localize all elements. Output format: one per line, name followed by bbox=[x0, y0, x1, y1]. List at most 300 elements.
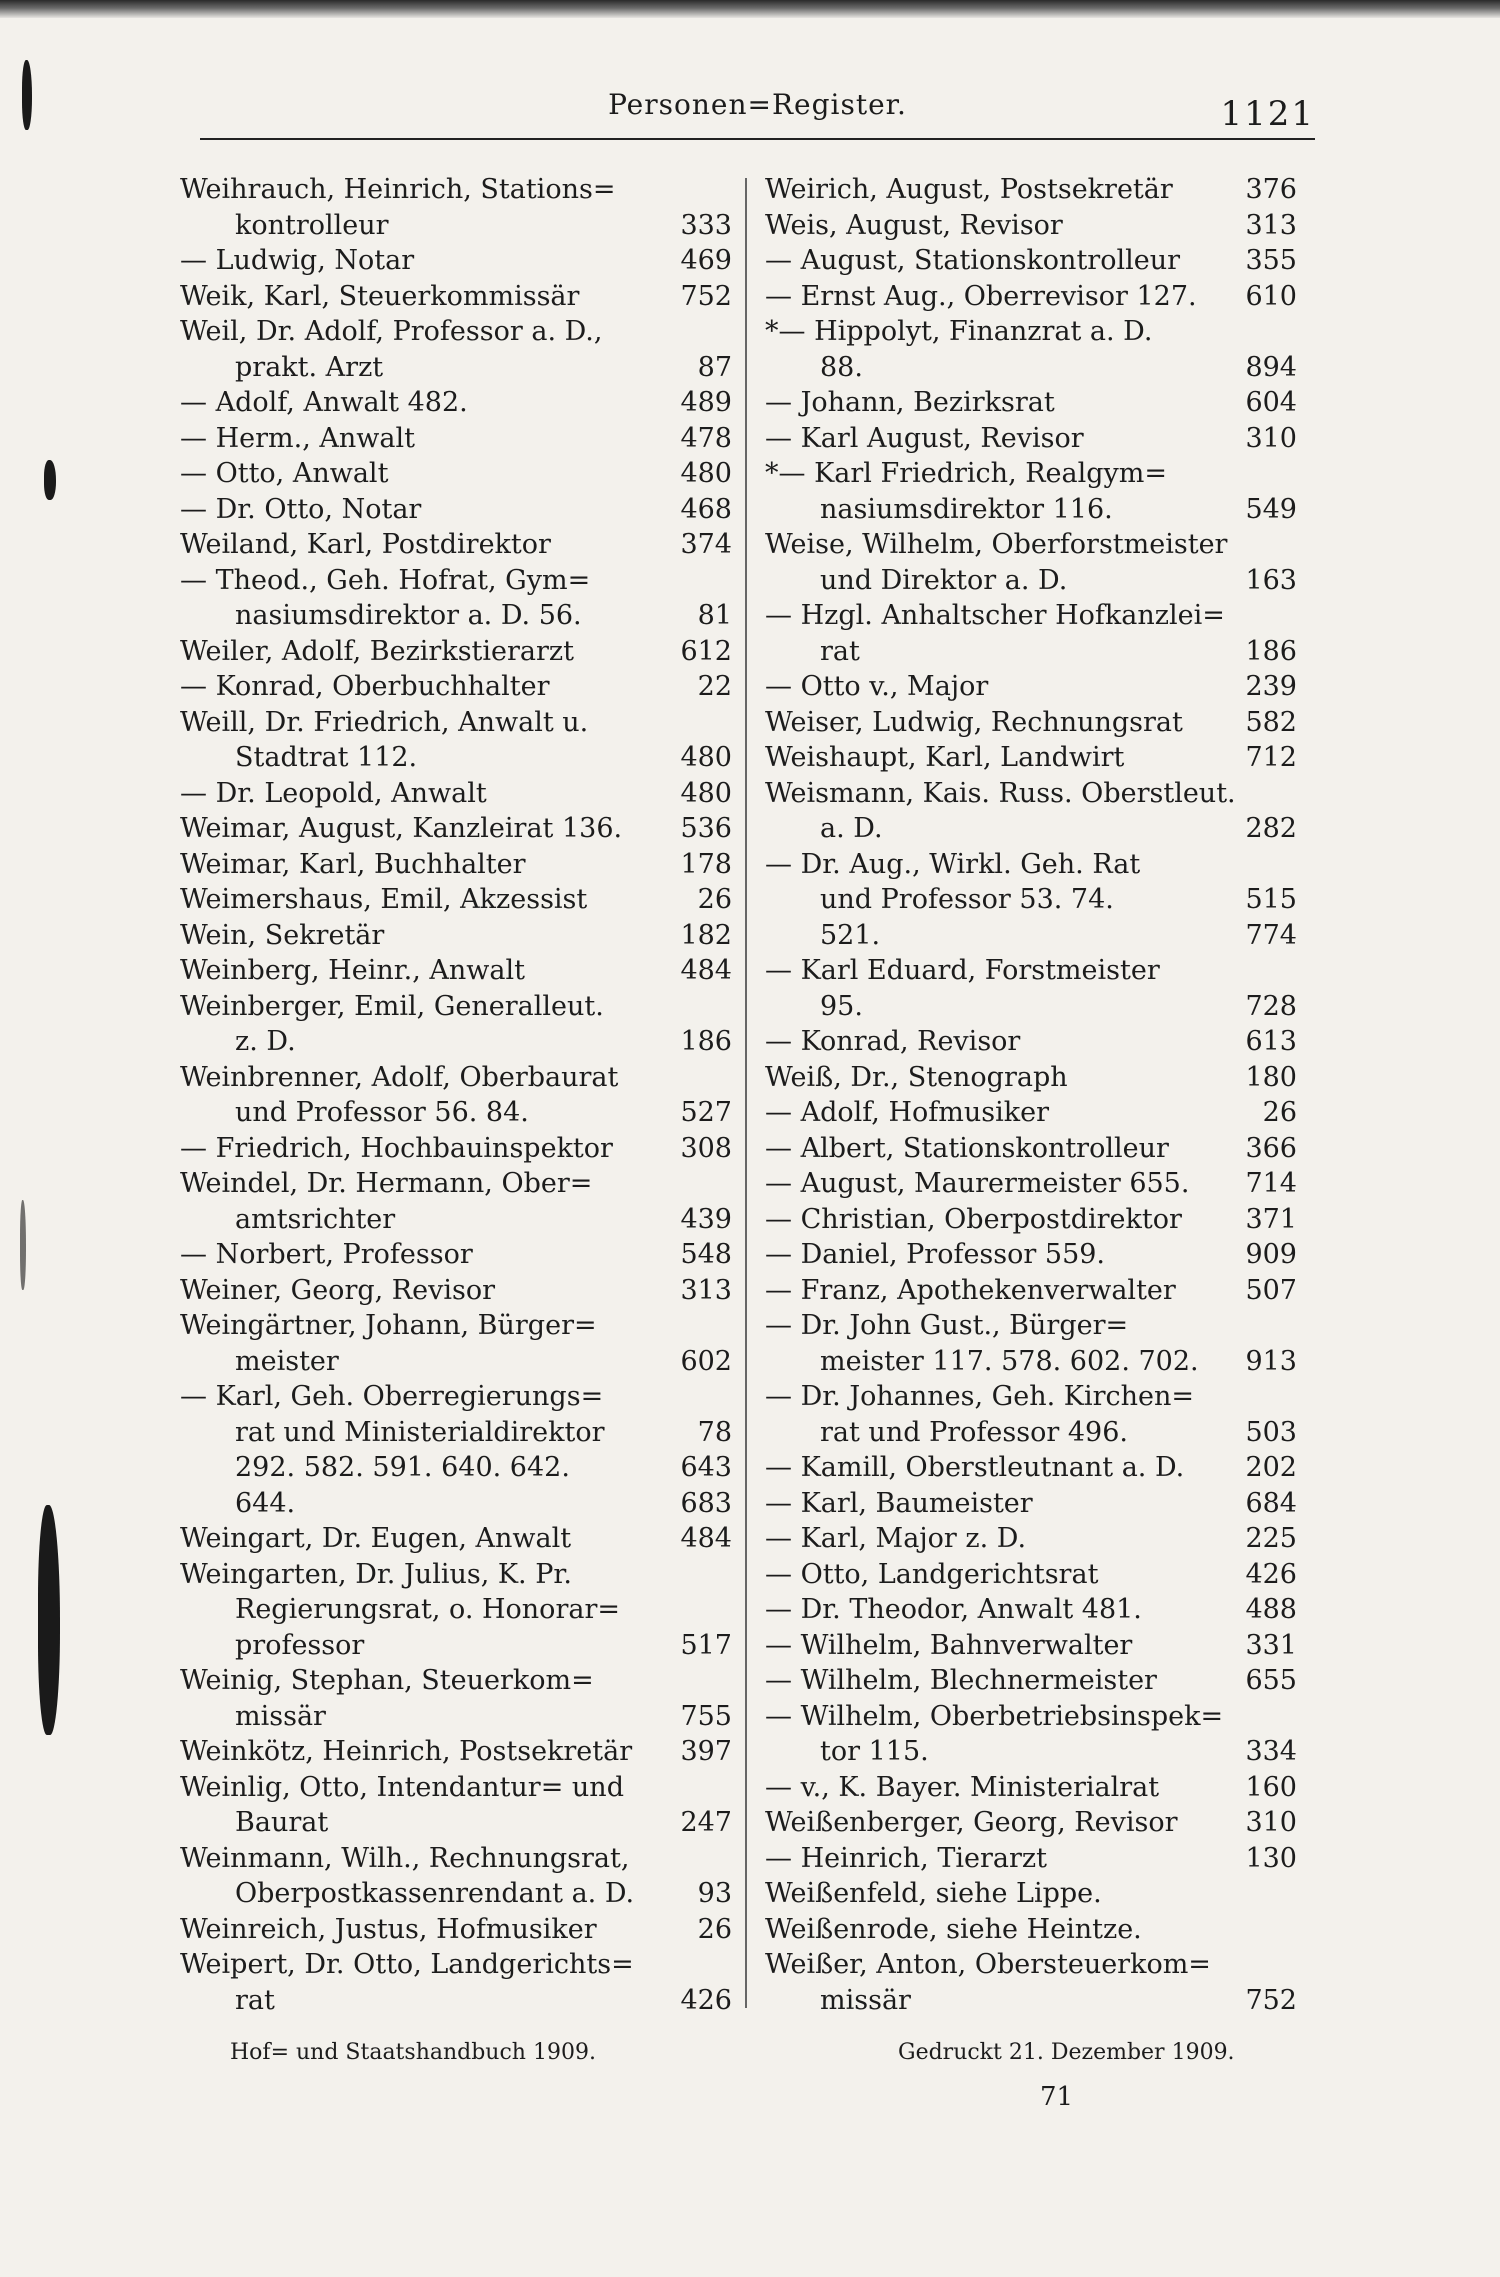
entry-text: z. D. bbox=[235, 1026, 296, 1057]
register-entry bbox=[765, 385, 1297, 421]
entry-line bbox=[765, 1060, 1297, 1096]
register-entry bbox=[765, 953, 1297, 1024]
register-entry bbox=[180, 1557, 732, 1664]
entry-text: — Herm., Anwalt bbox=[180, 422, 415, 454]
entry-line bbox=[180, 1770, 732, 1806]
entry-text: — v., K. Bayer. Ministerialrat bbox=[765, 1771, 1160, 1803]
entry-line bbox=[765, 598, 1297, 634]
entry-text: — Christian, Oberpostdirektor bbox=[765, 1203, 1182, 1235]
entry-text: — Franz, Apothekenverwalter bbox=[765, 1274, 1176, 1306]
register-entry bbox=[765, 1912, 1297, 1948]
register-entry bbox=[180, 1273, 732, 1309]
register-entry bbox=[765, 669, 1297, 705]
entry-text: — Theod., Geh. Hofrat, Gym= bbox=[180, 564, 591, 596]
entry-line bbox=[765, 1663, 1297, 1699]
entry-page-ref: 225 bbox=[1245, 1523, 1297, 1554]
entry-line bbox=[765, 527, 1297, 563]
entry-text: — August, Stationskontrolleur bbox=[765, 245, 1181, 276]
register-entry bbox=[180, 314, 732, 385]
entry-page-ref: 712 bbox=[1245, 742, 1297, 773]
entry-text: Weißer, Anton, Obersteuerkom= bbox=[765, 1949, 1211, 1980]
register-entry bbox=[765, 1947, 1297, 2018]
register-entry bbox=[765, 1273, 1297, 1309]
entry-text: Weirich, August, Postsekretär bbox=[765, 174, 1173, 205]
entry-text: Weise, Wilhelm, Oberforstmeister bbox=[765, 529, 1228, 560]
entry-page-ref: 480 bbox=[680, 777, 732, 809]
entry-text: Weill, Dr. Friedrich, Anwalt u. bbox=[180, 706, 589, 738]
entry-text: Weis, August, Revisor bbox=[765, 209, 1063, 241]
entry-line bbox=[180, 492, 732, 528]
entry-page-ref: 376 bbox=[1245, 174, 1297, 205]
entry-text: Weißenfeld, siehe Lippe. bbox=[765, 1878, 1102, 1909]
register-entry bbox=[765, 1379, 1297, 1450]
register-entry bbox=[180, 527, 732, 563]
entry-text: amtsrichter bbox=[235, 1203, 396, 1235]
entry-line bbox=[180, 705, 732, 741]
entry-line bbox=[180, 847, 732, 883]
entry-line bbox=[765, 279, 1297, 315]
entry-page-ref: 78 bbox=[697, 1416, 732, 1448]
entry-page-ref: 186 bbox=[1245, 635, 1297, 667]
entry-text: Weinberger, Emil, Generalleut. bbox=[180, 990, 604, 1022]
entry-text: rat und Professor 496. bbox=[820, 1416, 1128, 1448]
register-entry bbox=[180, 1237, 732, 1273]
register-entry bbox=[180, 989, 732, 1060]
entry-page-ref: 484 bbox=[680, 1523, 732, 1554]
entry-line bbox=[765, 1983, 1297, 2019]
entry-line bbox=[765, 776, 1297, 812]
entry-line bbox=[180, 918, 732, 954]
register-entry bbox=[180, 1166, 732, 1237]
entry-page-ref: 755 bbox=[680, 1700, 732, 1732]
entry-line bbox=[180, 1983, 732, 2019]
entry-page-ref: 186 bbox=[680, 1026, 732, 1057]
entry-page-ref: 480 bbox=[680, 742, 732, 773]
entry-page-ref: 130 bbox=[1245, 1842, 1297, 1874]
entry-page-ref: 87 bbox=[697, 351, 732, 383]
entry-text: und Professor 56. 84. bbox=[235, 1097, 529, 1128]
entry-text: meister 117. 578. 602. 702. bbox=[820, 1345, 1199, 1377]
entry-text: Weishaupt, Karl, Landwirt bbox=[765, 742, 1125, 773]
entry-text: tor 115. bbox=[820, 1736, 929, 1767]
entry-text: — Wilhelm, Oberbetriebsinspek= bbox=[765, 1700, 1224, 1732]
entry-line bbox=[765, 456, 1297, 492]
entry-line bbox=[180, 811, 732, 847]
entry-line bbox=[180, 1202, 732, 1238]
register-entry bbox=[765, 1131, 1297, 1167]
register-entry bbox=[180, 918, 732, 954]
entry-line bbox=[180, 1663, 732, 1699]
entry-text: Weismann, Kais. Russ. Oberstleut. bbox=[765, 777, 1236, 809]
entry-text: kontrolleur bbox=[235, 209, 389, 241]
entry-line bbox=[180, 1486, 732, 1522]
register-entry bbox=[180, 1947, 732, 2018]
entry-line bbox=[180, 1805, 732, 1841]
entry-line bbox=[765, 953, 1297, 989]
entry-line bbox=[180, 1344, 732, 1380]
entry-line bbox=[765, 172, 1297, 208]
entry-text: — Ernst Aug., Oberrevisor 127. bbox=[765, 280, 1197, 312]
entry-text: Weißenberger, Georg, Revisor bbox=[765, 1807, 1178, 1838]
entry-page-ref: 480 bbox=[680, 458, 732, 489]
register-entry bbox=[765, 847, 1297, 954]
entry-page-ref: 549 bbox=[1245, 493, 1297, 525]
entry-text: 521. bbox=[820, 919, 881, 951]
entry-text: — Karl, Baumeister bbox=[765, 1487, 1033, 1519]
entry-line bbox=[180, 1379, 732, 1415]
entry-page-ref: 613 bbox=[1245, 1026, 1297, 1057]
entry-page-ref: 752 bbox=[680, 280, 732, 312]
entry-line bbox=[765, 1202, 1297, 1238]
entry-line bbox=[180, 1734, 732, 1770]
entry-page-ref: 517 bbox=[680, 1629, 732, 1661]
entry-text: — August, Maurermeister 655. bbox=[765, 1168, 1190, 1199]
register-entry bbox=[180, 1521, 732, 1557]
binding-mark bbox=[38, 1505, 60, 1735]
register-entry bbox=[765, 456, 1297, 527]
register-entry bbox=[765, 1557, 1297, 1593]
entry-line bbox=[765, 669, 1297, 705]
entry-text: — Otto, Landgerichtsrat bbox=[765, 1558, 1099, 1590]
entry-line bbox=[765, 385, 1297, 421]
register-entry bbox=[765, 776, 1297, 847]
register-entry bbox=[765, 740, 1297, 776]
entry-line bbox=[180, 1592, 732, 1628]
register-entry bbox=[765, 1237, 1297, 1273]
entry-page-ref: 26 bbox=[1262, 1097, 1297, 1128]
entry-page-ref: 374 bbox=[680, 529, 732, 560]
register-entry bbox=[765, 1060, 1297, 1096]
entry-text: prakt. Arzt bbox=[235, 351, 384, 383]
entry-text: — Daniel, Professor 559. bbox=[765, 1239, 1106, 1270]
entry-line bbox=[180, 172, 732, 208]
entry-line bbox=[180, 527, 732, 563]
binding-mark bbox=[20, 1200, 26, 1290]
register-entry bbox=[180, 1308, 732, 1379]
entry-line bbox=[765, 1308, 1297, 1344]
entry-text: — Hzgl. Anhaltscher Hofkanzlei= bbox=[765, 600, 1225, 631]
entry-page-ref: 310 bbox=[1245, 1807, 1297, 1838]
entry-text: 644. bbox=[235, 1487, 296, 1519]
entry-text: — Ludwig, Notar bbox=[180, 245, 415, 276]
entry-line bbox=[765, 740, 1297, 776]
register-entry bbox=[180, 1912, 732, 1948]
entry-text: — Karl Eduard, Forstmeister bbox=[765, 955, 1160, 986]
entry-text: Weiß, Dr., Stenograph bbox=[765, 1061, 1068, 1093]
entry-text: — Heinrich, Tierarzt bbox=[765, 1842, 1047, 1874]
register-entry bbox=[765, 172, 1297, 208]
register-entry bbox=[180, 385, 732, 421]
entry-line bbox=[180, 350, 732, 386]
entry-line bbox=[180, 989, 732, 1025]
entry-text: — Dr. Theodor, Anwalt 481. bbox=[765, 1594, 1142, 1625]
entry-line bbox=[765, 1415, 1297, 1451]
entry-page-ref: 714 bbox=[1245, 1168, 1297, 1199]
entry-line bbox=[180, 882, 732, 918]
register-entry bbox=[765, 1202, 1297, 1238]
entry-text: Weil, Dr. Adolf, Professor a. D., bbox=[180, 316, 603, 347]
entry-line bbox=[765, 1024, 1297, 1060]
register-entry bbox=[765, 1699, 1297, 1770]
entry-line bbox=[765, 1770, 1297, 1806]
entry-page-ref: 604 bbox=[1245, 387, 1297, 418]
entry-line bbox=[180, 1273, 732, 1309]
entry-text: — Norbert, Professor bbox=[180, 1239, 473, 1270]
entry-text: professor bbox=[235, 1629, 365, 1661]
register-entry bbox=[765, 1663, 1297, 1699]
register-entry bbox=[765, 1841, 1297, 1877]
entry-text: Weimershaus, Emil, Akzessist bbox=[180, 884, 588, 915]
entry-line bbox=[180, 1876, 732, 1912]
entry-text: Stadtrat 112. bbox=[235, 742, 418, 773]
entry-line bbox=[765, 918, 1297, 954]
entry-page-ref: 182 bbox=[680, 919, 732, 951]
entry-page-ref: 163 bbox=[1245, 564, 1297, 596]
entry-line bbox=[765, 1521, 1297, 1557]
entry-page-ref: 536 bbox=[680, 813, 732, 844]
entry-page-ref: 468 bbox=[680, 493, 732, 525]
entry-text: — Karl, Major z. D. bbox=[765, 1523, 1027, 1554]
entry-line bbox=[765, 1131, 1297, 1167]
entry-line bbox=[180, 776, 732, 812]
entry-line bbox=[180, 1237, 732, 1273]
entry-text: — Dr. Otto, Notar bbox=[180, 493, 422, 525]
entry-page-ref: 26 bbox=[697, 1913, 732, 1945]
entry-text: a. D. bbox=[820, 813, 883, 844]
entry-line bbox=[765, 1805, 1297, 1841]
entry-text: rat bbox=[820, 635, 860, 667]
footer-publication: Hof= und Staatshandbuch 1909. bbox=[230, 2040, 596, 2065]
entry-text: Weinreich, Justus, Hofmusiker bbox=[180, 1913, 597, 1945]
entry-page-ref: 371 bbox=[1245, 1203, 1297, 1235]
entry-page-ref: 913 bbox=[1245, 1345, 1297, 1377]
entry-line bbox=[180, 279, 732, 315]
entry-text: Weindel, Dr. Hermann, Ober= bbox=[180, 1168, 593, 1199]
register-entry bbox=[765, 1805, 1297, 1841]
entry-page-ref: 282 bbox=[1245, 813, 1297, 844]
entry-line bbox=[180, 385, 732, 421]
entry-line bbox=[180, 421, 732, 457]
entry-text: — Konrad, Revisor bbox=[765, 1026, 1021, 1057]
entry-page-ref: 439 bbox=[680, 1203, 732, 1235]
entry-line bbox=[180, 1095, 732, 1131]
entry-text: — Adolf, Anwalt 482. bbox=[180, 387, 468, 418]
register-entry bbox=[180, 705, 732, 776]
entry-line bbox=[765, 350, 1297, 386]
entry-text: 88. bbox=[820, 351, 863, 383]
entry-text: — Kamill, Oberstleutnant a. D. bbox=[765, 1452, 1185, 1483]
entry-page-ref: 515 bbox=[1245, 884, 1297, 915]
register-entry bbox=[180, 421, 732, 457]
entry-page-ref: 81 bbox=[697, 600, 732, 631]
entry-line bbox=[180, 1308, 732, 1344]
entry-line bbox=[180, 1699, 732, 1735]
entry-line bbox=[765, 1841, 1297, 1877]
entry-text: *— Hippolyt, Finanzrat a. D. bbox=[765, 316, 1153, 347]
entry-page-ref: 160 bbox=[1245, 1771, 1297, 1803]
register-entry bbox=[765, 1592, 1297, 1628]
register-entry bbox=[765, 1450, 1297, 1486]
entry-text: Weinig, Stephan, Steuerkom= bbox=[180, 1665, 594, 1696]
entry-text: — Karl August, Revisor bbox=[765, 422, 1084, 454]
register-entry bbox=[180, 563, 732, 634]
register-entry bbox=[765, 527, 1297, 598]
header-rule bbox=[200, 138, 1315, 140]
entry-text: *— Karl Friedrich, Realgym= bbox=[765, 458, 1168, 489]
entry-text: Weinlig, Otto, Intendantur= und bbox=[180, 1771, 624, 1803]
entry-page-ref: 610 bbox=[1245, 280, 1297, 312]
entry-text: Oberpostkassenrendant a. D. bbox=[235, 1878, 635, 1909]
entry-line bbox=[765, 1095, 1297, 1131]
entry-line bbox=[180, 1628, 732, 1664]
column-divider bbox=[745, 178, 747, 2008]
entry-text: nasiumsdirektor a. D. 56. bbox=[235, 600, 582, 631]
entry-line bbox=[765, 1450, 1297, 1486]
entry-page-ref: 507 bbox=[1245, 1274, 1297, 1306]
entry-text: meister bbox=[235, 1345, 339, 1377]
entry-text: — Dr. Leopold, Anwalt bbox=[180, 777, 487, 809]
entry-text: — Wilhelm, Blechnermeister bbox=[765, 1665, 1157, 1696]
entry-text: rat und Ministerialdirektor bbox=[235, 1416, 605, 1448]
register-entry bbox=[180, 172, 732, 243]
entry-line bbox=[180, 208, 732, 244]
register-entry bbox=[765, 1486, 1297, 1522]
entry-page-ref: 22 bbox=[697, 671, 732, 702]
entry-page-ref: 180 bbox=[1245, 1061, 1297, 1093]
register-entry bbox=[765, 314, 1297, 385]
entry-text: — Dr. John Gust., Bürger= bbox=[765, 1310, 1129, 1341]
entry-page-ref: 426 bbox=[680, 1984, 732, 2016]
entry-line bbox=[765, 1947, 1297, 1983]
entry-page-ref: 178 bbox=[680, 848, 732, 880]
page-header bbox=[200, 88, 1315, 134]
entry-text: missär bbox=[235, 1700, 326, 1732]
entry-text: nasiumsdirektor 116. bbox=[820, 493, 1113, 525]
register-entry bbox=[765, 208, 1297, 244]
register-entry bbox=[180, 811, 732, 847]
register-entry bbox=[180, 776, 732, 812]
entry-text: Weißenrode, siehe Heintze. bbox=[765, 1913, 1142, 1945]
left-column bbox=[180, 172, 732, 2018]
page-title: Personen=Register. bbox=[608, 88, 907, 121]
entry-page-ref: 478 bbox=[680, 422, 732, 454]
entry-text: — Dr. Johannes, Geh. Kirchen= bbox=[765, 1381, 1194, 1412]
entry-text: Weinmann, Wilh., Rechnungsrat, bbox=[180, 1842, 630, 1874]
entry-text: Weinbrenner, Adolf, Oberbaurat bbox=[180, 1061, 619, 1093]
entry-page-ref: 334 bbox=[1245, 1736, 1297, 1767]
right-column bbox=[765, 172, 1297, 2018]
entry-text: und Professor 53. 74. bbox=[820, 884, 1114, 915]
entry-line bbox=[180, 456, 732, 492]
entry-line bbox=[180, 598, 732, 634]
entry-page-ref: 774 bbox=[1245, 919, 1297, 951]
register-entry bbox=[765, 705, 1297, 741]
entry-page-ref: 310 bbox=[1245, 422, 1297, 454]
entry-page-ref: 582 bbox=[1245, 706, 1297, 738]
entry-line bbox=[765, 1557, 1297, 1593]
entry-page-ref: 313 bbox=[1245, 209, 1297, 241]
register-entry bbox=[180, 1734, 732, 1770]
entry-text: Regierungsrat, o. Honorar= bbox=[235, 1594, 620, 1625]
entry-page-ref: 548 bbox=[680, 1239, 732, 1270]
entry-page-ref: 752 bbox=[1245, 1984, 1297, 2016]
entry-line bbox=[180, 1841, 732, 1877]
entry-line bbox=[765, 421, 1297, 457]
entry-line bbox=[180, 563, 732, 599]
entry-page-ref: 93 bbox=[697, 1878, 732, 1909]
entry-line bbox=[180, 1557, 732, 1593]
entry-page-ref: 684 bbox=[1245, 1487, 1297, 1519]
entry-page-ref: 503 bbox=[1245, 1416, 1297, 1448]
register-entry bbox=[180, 847, 732, 883]
entry-page-ref: 489 bbox=[680, 387, 732, 418]
entry-page-ref: 26 bbox=[697, 884, 732, 915]
register-entry bbox=[765, 1876, 1297, 1912]
entry-page-ref: 355 bbox=[1245, 245, 1297, 276]
entry-page-ref: 397 bbox=[680, 1736, 732, 1767]
entry-text: und Direktor a. D. bbox=[820, 564, 1068, 596]
entry-page-ref: 484 bbox=[680, 955, 732, 986]
entry-text: 95. bbox=[820, 990, 863, 1022]
register-entry bbox=[180, 243, 732, 279]
entry-text: — Wilhelm, Bahnverwalter bbox=[765, 1629, 1133, 1661]
register-entry bbox=[180, 492, 732, 528]
register-entry bbox=[180, 1379, 732, 1521]
entry-page-ref: 247 bbox=[680, 1807, 732, 1838]
register-entry bbox=[765, 1095, 1297, 1131]
entry-line bbox=[765, 314, 1297, 350]
entry-text: Weiler, Adolf, Bezirkstierarzt bbox=[180, 635, 575, 667]
scan-edge-shadow bbox=[0, 0, 1500, 18]
entry-page-ref: 313 bbox=[680, 1274, 732, 1306]
entry-text: Weinkötz, Heinrich, Postsekretär bbox=[180, 1736, 633, 1767]
entry-line bbox=[765, 563, 1297, 599]
entry-line bbox=[765, 1344, 1297, 1380]
entry-page-ref: 602 bbox=[680, 1345, 732, 1377]
entry-page-ref: 643 bbox=[680, 1452, 732, 1483]
register-entry bbox=[765, 598, 1297, 669]
entry-line bbox=[180, 634, 732, 670]
entry-line bbox=[765, 634, 1297, 670]
entry-line bbox=[180, 1450, 732, 1486]
register-entry bbox=[765, 1770, 1297, 1806]
page-number: 1121 bbox=[1220, 94, 1315, 134]
entry-text: Weimar, Karl, Buchhalter bbox=[180, 848, 526, 880]
entry-page-ref: 308 bbox=[680, 1132, 732, 1164]
entry-text: Weingarten, Dr. Julius, K. Pr. bbox=[180, 1558, 572, 1590]
entry-line bbox=[180, 1024, 732, 1060]
entry-line bbox=[180, 1912, 732, 1948]
entry-text: Weimar, August, Kanzleirat 136. bbox=[180, 813, 623, 844]
entry-line bbox=[765, 208, 1297, 244]
register-entry bbox=[765, 1521, 1297, 1557]
binding-mark bbox=[44, 460, 56, 500]
entry-line bbox=[180, 1166, 732, 1202]
footer-print-date: Gedruckt 21. Dezember 1909. bbox=[898, 2040, 1235, 2065]
entry-text: Wein, Sekretär bbox=[180, 919, 385, 951]
entry-page-ref: 366 bbox=[1245, 1132, 1297, 1164]
entry-page-ref: 333 bbox=[680, 209, 732, 241]
entry-text: — Otto v., Major bbox=[765, 671, 989, 702]
entry-text: 292. 582. 591. 640. 642. bbox=[235, 1452, 570, 1483]
entry-page-ref: 488 bbox=[1245, 1594, 1297, 1625]
entry-text: Weingärtner, Johann, Bürger= bbox=[180, 1310, 597, 1341]
entry-line bbox=[765, 1592, 1297, 1628]
register-entry bbox=[180, 1060, 732, 1131]
register-entry bbox=[180, 279, 732, 315]
entry-line bbox=[765, 1166, 1297, 1202]
register-entry bbox=[180, 953, 732, 989]
